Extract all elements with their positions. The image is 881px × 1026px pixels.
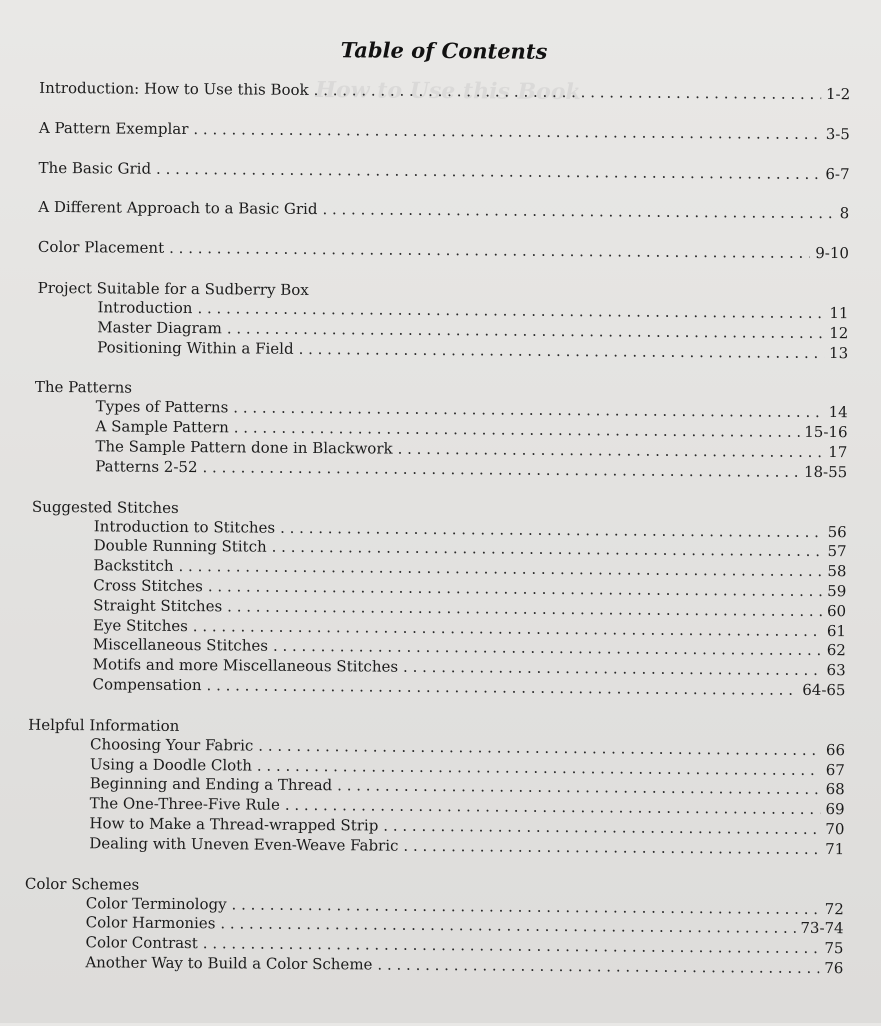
toc-entry-label: Positioning Within a Field [97,337,294,358]
toc-page-number: 12 [829,323,849,342]
page-title: Table of Contents [340,37,548,64]
toc-entry-label: Motifs and more Miscellaneous Stitches [92,655,399,676]
toc-entry-label: Introduction to Stitches [93,516,276,537]
toc-page-number: 56 [827,522,847,541]
toc-page-number: 71 [825,839,845,858]
toc-page-number: 17 [828,443,848,462]
section-heading[interactable]: Project Suitable for a Sudberry Box [37,278,309,299]
toc-page-number: 76 [824,958,844,978]
toc-entry-label: How to Make a Thread-wrapped Strip [89,814,379,835]
toc-entry-label: Dealing with Uneven Even-Weave Fabric [89,833,399,855]
section-heading[interactable]: Color Schemes [24,874,140,894]
dot-leader [377,955,819,978]
dot-leader [193,120,820,145]
toc-page-number: 72 [824,899,844,918]
toc-entry-label: Double Running Stitch [93,536,267,556]
toc-page-number: 73-74 [800,919,844,938]
toc-page-number: 3-5 [825,124,850,144]
toc-entry-label: Patterns 2-52 [95,457,198,476]
toc-page-number: 6-7 [825,164,850,183]
toc-section [0,496,881,701]
toc-page-number: 58 [827,562,847,581]
toc-entry-label: Miscellaneous Stitches [92,635,269,655]
toc-entry-label: Cross Stitches [93,576,203,596]
toc-section [0,714,879,860]
toc-entry-label: Backstitch [93,556,174,576]
toc-page-number: 57 [827,542,847,561]
toc-entry-label: A Pattern Exemplar [38,118,189,138]
toc-entry-label: A Sample Pattern [95,417,229,437]
toc-entry-label: Color Terminology [85,893,227,913]
toc-entry-label: Introduction: How to Use this Book [39,78,309,99]
dot-leader [202,458,799,482]
toc-page-number: 9-10 [815,244,850,263]
toc-page-number: 15-16 [804,423,848,442]
toc-entry-label: Color Placement [37,238,165,258]
dot-leader [169,239,810,264]
toc-page-number: 66 [825,740,846,759]
toc-section [0,377,881,483]
section-heading[interactable]: Helpful Information [28,715,180,735]
toc-page-number: 8 [839,204,850,223]
toc-entry-label: Color Contrast [85,933,198,953]
dot-leader [299,339,825,363]
toc-page-number: 68 [825,780,845,799]
toc-entry-label: Beginning and Ending a Thread [89,774,333,795]
toc-entry-label: Types of Patterns [95,397,229,417]
dot-leader [206,676,797,700]
toc-entry-label: Eye Stitches [92,615,188,635]
toc-entry-label: Master Diagram [97,318,222,338]
toc-page-number: 64-65 [802,680,846,700]
toc-entry-label: Another Way to Build a Color Scheme [85,953,373,974]
section-heading[interactable]: The Patterns [34,378,133,397]
toc-page-number: 62 [826,641,846,660]
toc-page-number: 69 [825,800,845,819]
toc-entry[interactable] [3,158,881,185]
toc-page-number: 70 [825,819,845,839]
toc-page-number: 60 [826,601,847,620]
dot-leader [314,81,821,105]
toc-entry-label: Compensation [92,675,202,695]
toc-entry-label: A Different Approach to a Basic Grid [38,198,318,219]
toc-entry[interactable] [3,79,881,106]
toc-entry-label: The One-Three-Five Rule [89,794,280,814]
toc-page-number: 75 [824,939,844,958]
toc-section [0,873,878,979]
toc-page-number: 11 [829,304,849,323]
toc-page-number: 13 [829,343,849,362]
section-heading[interactable]: Suggested Stitches [31,497,179,517]
toc-page-number: 61 [826,621,847,640]
toc-entry-label: Introduction [97,298,193,318]
toc-entry-label: Using a Doodle Cloth [89,754,252,775]
toc-page-number: 18-55 [803,462,848,481]
toc-page-number: 67 [825,760,845,779]
toc-entry-label: Choosing Your Fabric [90,734,254,755]
toc-entry-label: The Sample Pattern done in Blackwork [95,437,393,458]
toc-entry[interactable] [3,118,881,145]
toc-entry-label: Color Harmonies [85,913,216,933]
dot-leader [156,159,820,184]
bleed-through-heading: How to Use this Book [315,77,581,106]
toc-entry-label: Straight Stitches [93,596,223,616]
dot-leader [403,836,820,859]
toc-section [1,278,881,364]
toc-page-number: 59 [827,581,847,601]
toc-entry[interactable] [2,198,881,225]
toc-entry[interactable] [2,238,881,265]
dot-leader [322,200,834,224]
toc-page-number: 14 [828,403,848,422]
table-of-contents [0,79,881,1000]
toc-page-number: 63 [826,661,846,680]
toc-page-number: 1-2 [825,85,851,104]
toc-entry-label: The Basic Grid [38,158,152,178]
